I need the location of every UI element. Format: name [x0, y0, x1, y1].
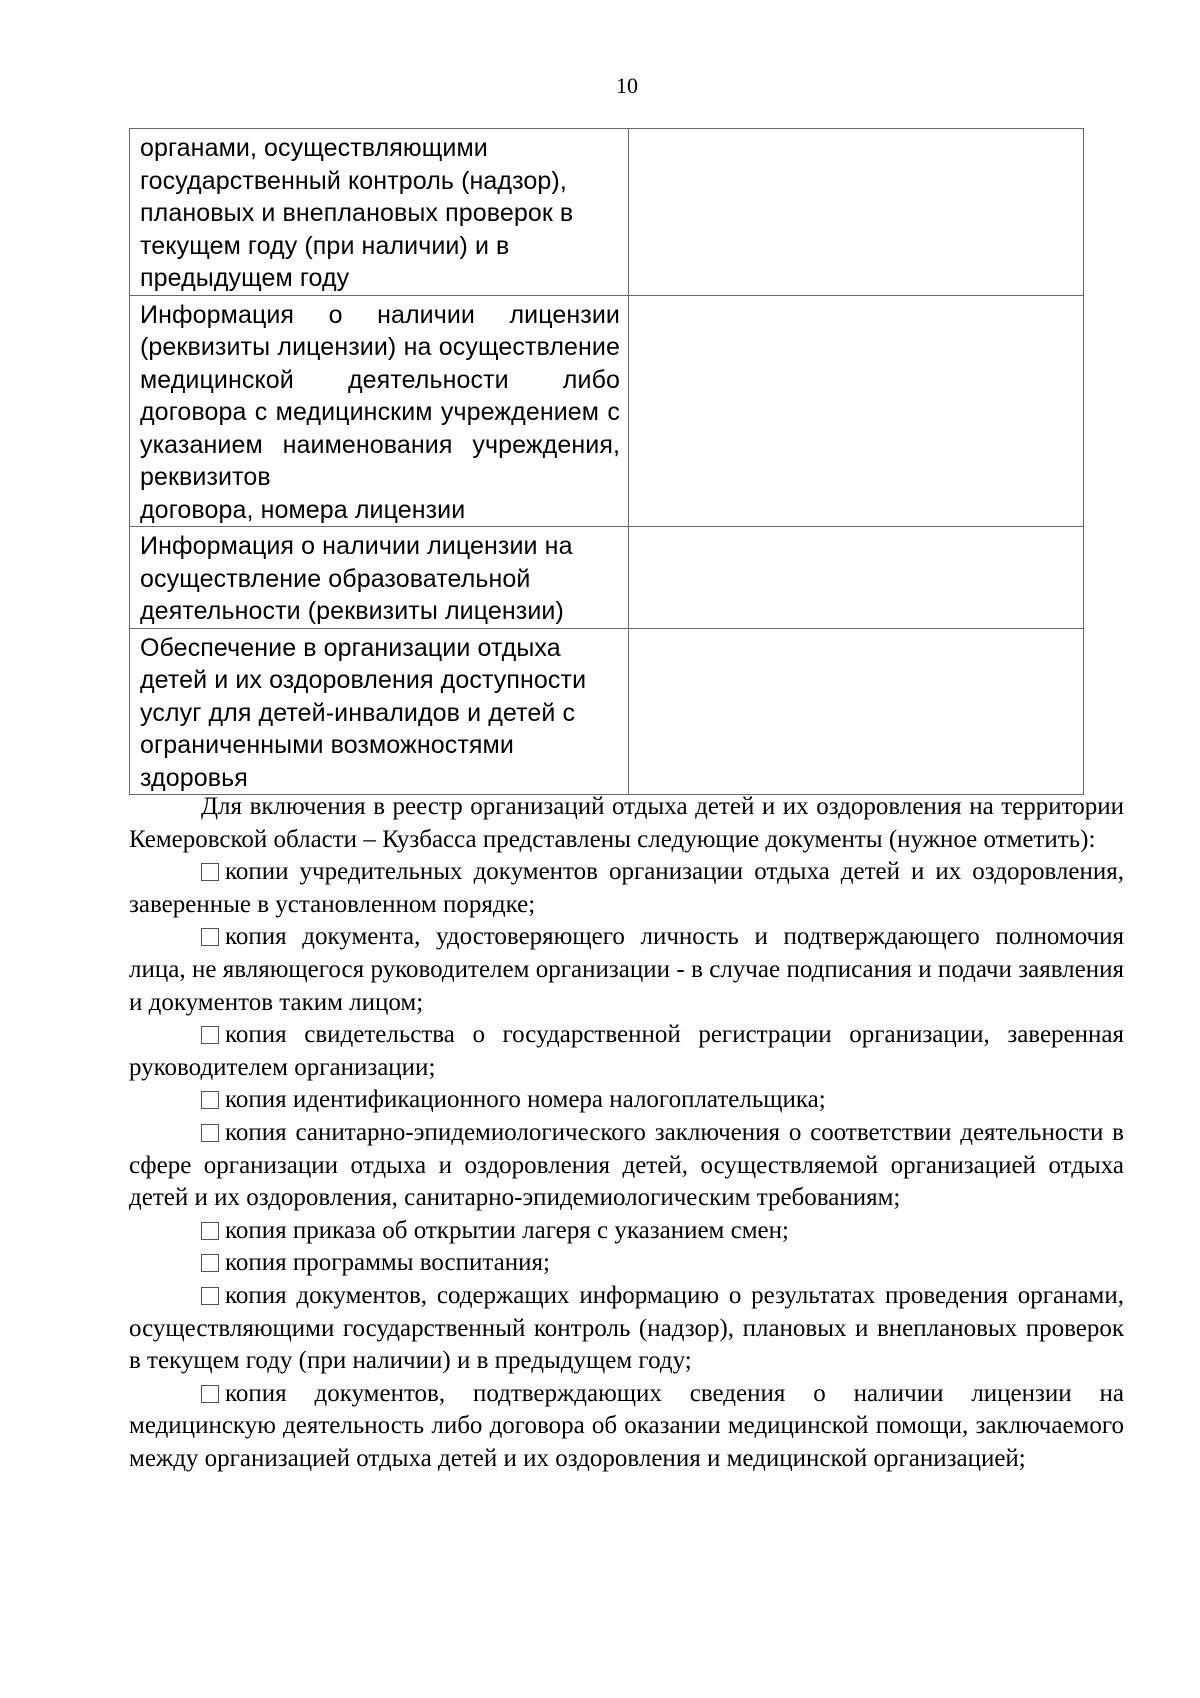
document-body — [129, 791, 1124, 1475]
table-cell-value[interactable] — [629, 628, 1084, 795]
document-item-text: копия идентификационного номера налогоплательщика; — [225, 1086, 826, 1114]
checkbox[interactable] — [201, 1254, 219, 1272]
table-row — [130, 527, 1084, 629]
table-cell-label: Информация о наличии лицензии на осуществление образовательной деятельности (реквизиты лицензии) — [130, 527, 629, 629]
intro-paragraph: Для включения в реестр организаций отдыха детей и их оздоровления на территории Кемеровской области – Кузбасса представлены следующие документы (нужное отметить): — [129, 793, 1124, 853]
table-cell-label-text: Информация о наличии лицензии (реквизиты лицензии) на осуществление медицинской деятельности либо договора с медицинским учреждением с указанием наименования учреждения, реквизитов — [140, 300, 620, 491]
document-item — [129, 1117, 1124, 1215]
table-cell-value[interactable] — [629, 527, 1084, 629]
document-item-text: копия санитарно-эпидемиологического заключения о соответствии деятельности в сфере организации отдыха и оздоровления детей, осуществляемой организацией отдыха детей и их оздоровления, санитарно-эпидемиологическим требованиям; — [129, 1118, 1124, 1212]
table-cell-label: органами, осуществляющими государственный контроль (надзор), плановых и внеплановых проверок в текущем году (при наличии) и в предыдущем году — [130, 129, 629, 296]
document-item-text: копия приказа об открытии лагеря с указанием смен; — [225, 1216, 789, 1244]
document-item — [129, 856, 1124, 921]
table-row — [130, 295, 1084, 527]
document-item — [129, 1019, 1124, 1084]
document-item — [129, 1215, 1124, 1248]
table-cell-label-last-line: договора, номера лицензии — [140, 495, 466, 524]
checkbox[interactable] — [201, 1222, 219, 1240]
table-row — [130, 628, 1084, 795]
document-item — [129, 1247, 1124, 1280]
document-item-text: копия документов, содержащих информацию о результатах проведения органами, осуществляющими государственный контроль (надзор), плановых и внеплановых проверок в текущем году (при наличии) и в предыдущем году; — [129, 1281, 1124, 1375]
checkbox[interactable] — [201, 1124, 219, 1142]
table-cell-value[interactable] — [629, 295, 1084, 527]
table-cell-label — [130, 295, 629, 527]
document-item — [129, 1280, 1124, 1378]
document-item-text: копия документа, удостоверяющего личность и подтверждающего полномочия лица, не являющегося руководителем организации - в случае подписания и подачи заявления и документов таким лицом; — [129, 923, 1124, 1016]
table-row — [130, 129, 1084, 296]
document-item-text: копия свидетельства о государственной регистрации организации, заверенная руководителем организации; — [129, 1021, 1124, 1081]
document-item — [129, 1378, 1124, 1476]
document-item-text: копия программы воспитания; — [225, 1249, 550, 1277]
document-item — [129, 921, 1124, 1019]
page-number: 10 — [616, 73, 638, 98]
table-cell-label: Обеспечение в организации отдыха детей и их оздоровления доступности услуг для детей-инвалидов и детей с ограниченными возможностями здоровья — [130, 628, 629, 795]
checkbox[interactable] — [201, 863, 219, 881]
checkbox[interactable] — [201, 1287, 219, 1305]
document-item — [129, 1084, 1124, 1117]
checkbox[interactable] — [201, 928, 219, 946]
document-item-text: копия документов, подтверждающих сведения о наличии лицензии на медицинскую деятельность либо договора об оказании медицинской помощи, заключаемого между организацией отдыха детей и их оздоровления и медицинской организацией; — [129, 1379, 1124, 1472]
document-item-text: копии учредительных документов организации отдыха детей и их оздоровления, заверенные в установленном порядке; — [129, 858, 1124, 918]
checkbox[interactable] — [201, 1026, 219, 1044]
table-cell-value[interactable] — [629, 129, 1084, 296]
checkbox[interactable] — [201, 1385, 219, 1403]
checkbox[interactable] — [201, 1091, 219, 1109]
info-table — [129, 128, 1084, 795]
